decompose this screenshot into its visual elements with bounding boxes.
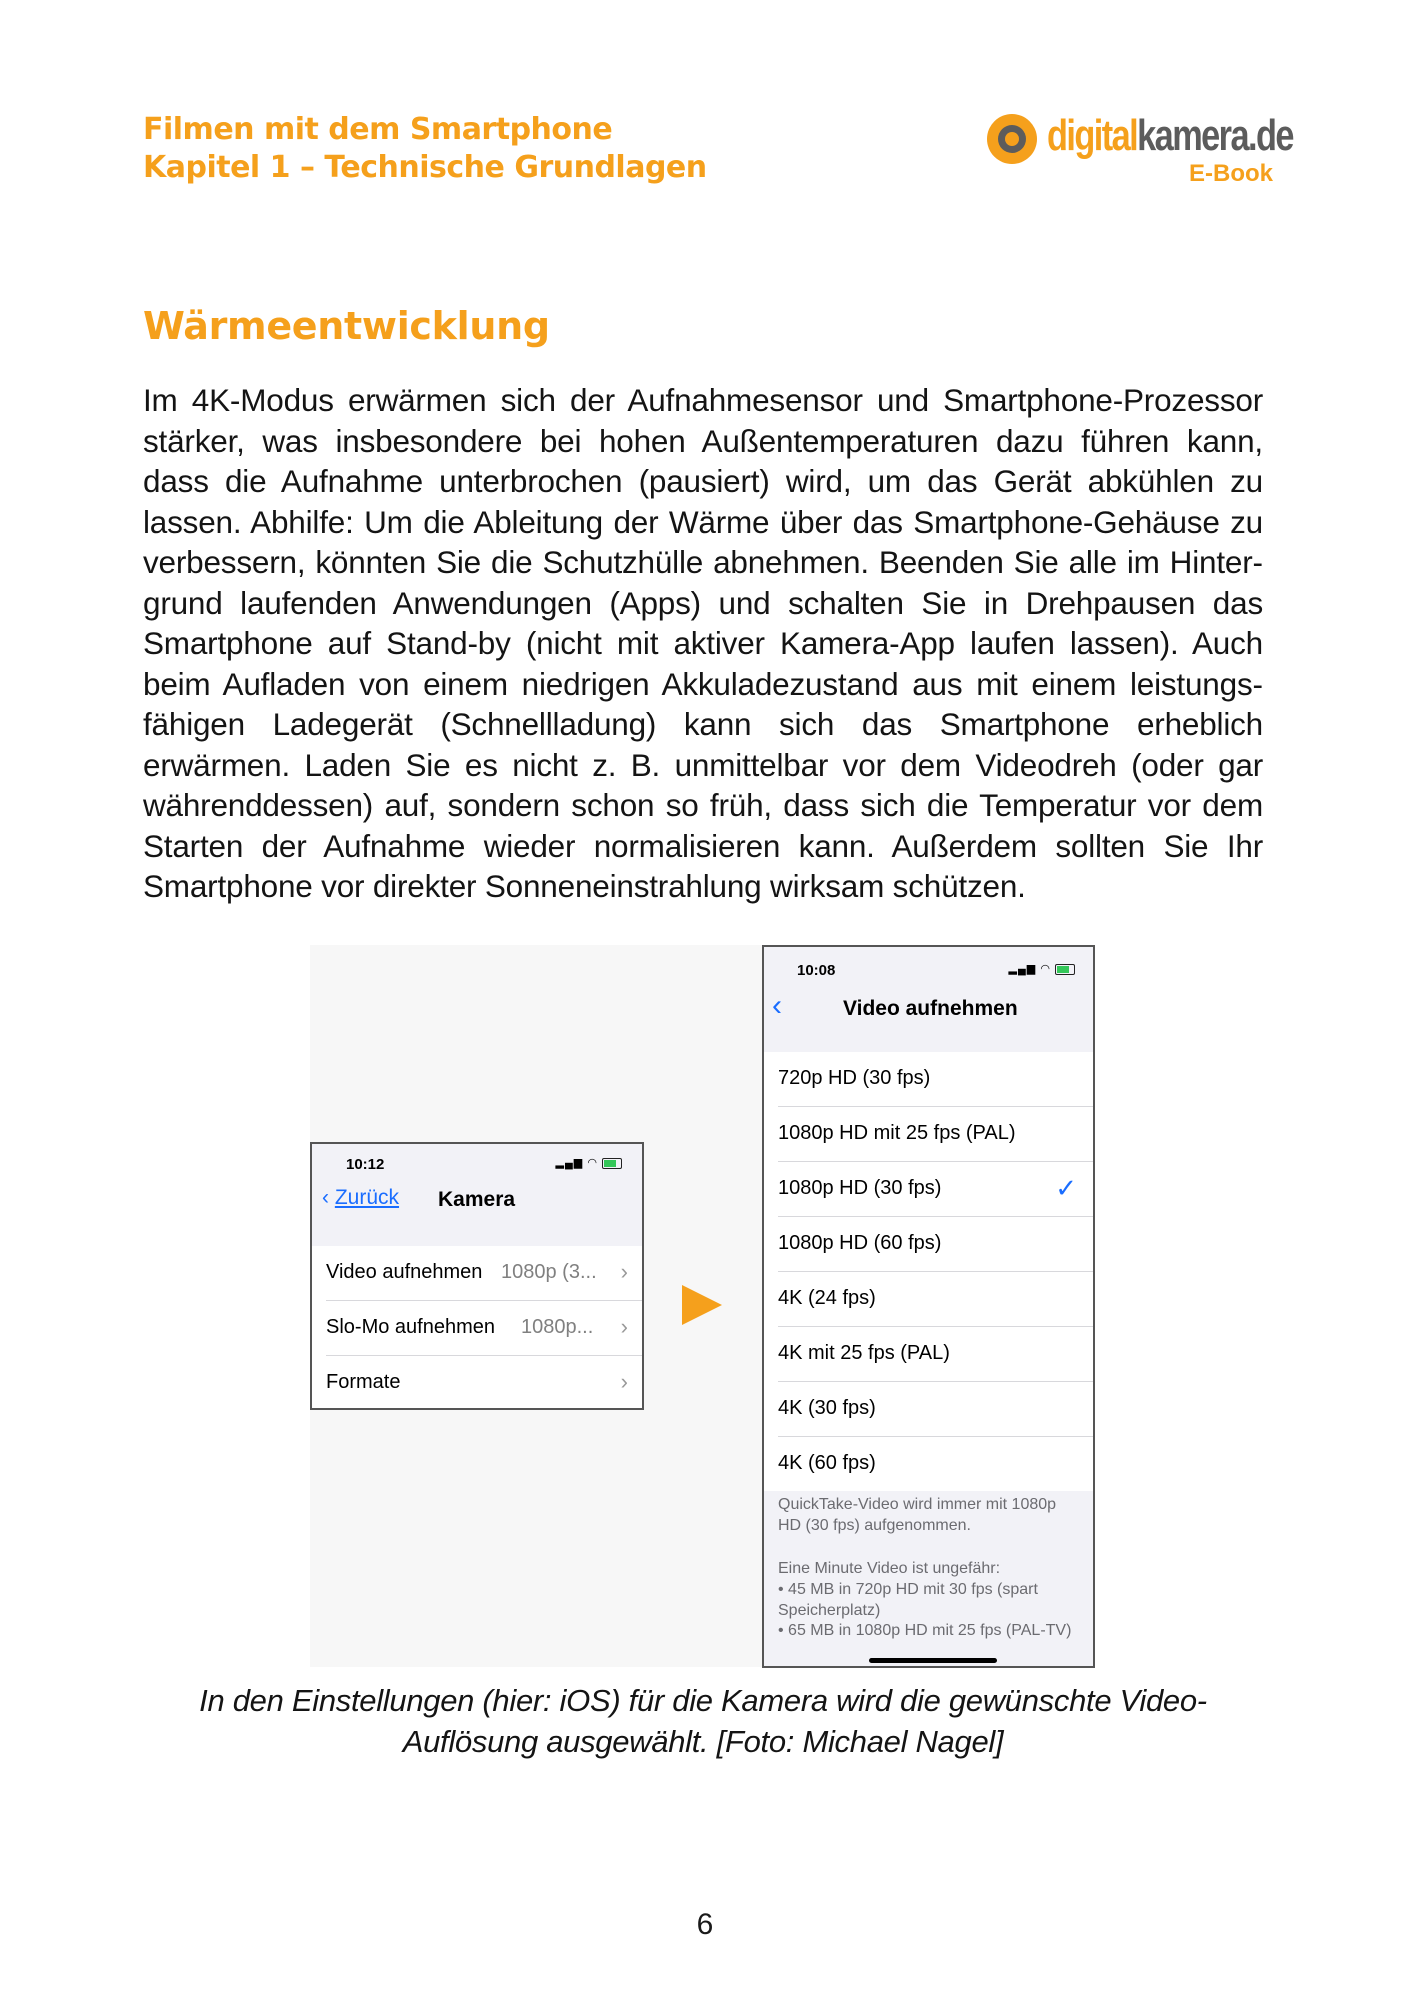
option-label: 720p HD (30 fps) [778, 1067, 931, 1089]
option-label: 4K (30 fps) [778, 1397, 876, 1419]
row-value: 1080p (3... [501, 1261, 597, 1283]
arrow-right-icon [682, 1285, 722, 1325]
signal-icon: ▂▄▆ [1008, 963, 1037, 975]
checkmark-icon: ✓ [1055, 1173, 1077, 1203]
settings-row-formats[interactable] [326, 1356, 642, 1410]
row-label: Formate [326, 1371, 401, 1393]
video-option[interactable] [778, 1327, 1093, 1382]
option-label: 1080p HD mit 25 fps (PAL) [778, 1122, 1016, 1144]
video-option[interactable] [778, 1437, 1093, 1491]
option-label: 1080p HD (30 fps) [778, 1177, 942, 1199]
battery-icon [1055, 964, 1075, 975]
home-indicator [869, 1658, 997, 1663]
back-button[interactable] [322, 1186, 399, 1210]
nav-title: Video aufnehmen [843, 997, 1018, 1020]
logo-text-kamera: kamera.de [1137, 111, 1293, 160]
video-option[interactable] [778, 1217, 1093, 1272]
chevron-right-icon: › [620, 1369, 628, 1394]
status-time: 10:08 [797, 962, 836, 979]
back-label: Zurück [334, 1186, 400, 1209]
quicktake-note: QuickTake-Video wird immer mit 1080p HD (30 fps) aufgenommen. [778, 1496, 1057, 1534]
chevron-right-icon: › [620, 1259, 628, 1284]
nav-title: Kamera [438, 1188, 516, 1211]
camera-settings-list [312, 1246, 642, 1410]
section-title: Wärmeentwicklung [143, 304, 550, 348]
video-option-selected[interactable] [778, 1162, 1093, 1217]
option-label: 4K mit 25 fps (PAL) [778, 1342, 950, 1364]
logo-text-digital: digital [1047, 111, 1138, 160]
chevron-left-icon: ‹ [322, 1186, 329, 1209]
option-label: 4K (24 fps) [778, 1287, 876, 1309]
logo-mark-icon [985, 112, 1039, 166]
chevron-right-icon: › [620, 1314, 628, 1339]
header-title: Filmen mit dem Smartphone [143, 112, 613, 147]
row-label: Slo-Mo aufnehmen [326, 1316, 495, 1338]
video-option[interactable] [778, 1052, 1093, 1107]
row-label: Video aufnehmen [326, 1261, 483, 1283]
wifi-icon: ◠ [1040, 963, 1051, 975]
row-value: 1080p... [521, 1316, 594, 1338]
figure-caption: In den Einstellungen (hier: iOS) für die Kamera wird die gewünschte Video-Auflösung ausgewählt. [Foto: Michael Nagel] [199, 1683, 1207, 1759]
video-option[interactable] [778, 1107, 1093, 1162]
status-time: 10:12 [346, 1156, 385, 1173]
digitalkamera-logo[interactable] [985, 108, 1293, 193]
chevron-left-icon: ‹ [772, 989, 782, 1022]
header-chapter: Kapitel 1 – Technische Grundlagen [143, 150, 707, 185]
video-options-list [764, 1052, 1093, 1491]
back-button[interactable] [772, 989, 782, 1023]
body-paragraph: Im 4K-Modus erwärmen sich der Aufnahmesensor und Smartphone-Prozessor stärker, was insbesondere bei hohen Außentemperaturen dazu führen kann, dass die Aufnahme unterbrochen (pausiert) wird, um das Gerät abkühlen zu lassen. Abhilfe: Um die Ableitung der Wärme über das Smartphone-Gehäuse zu verbessern, könnten Sie die Schutzhülle abnehmen. Beenden Sie alle im Hintergrund laufenden Anwendungen (Apps) und schalten Sie in Drehpausen das Smartphone auf Stand-by (nicht mit aktiver Kamera-App laufen lassen). Auch beim Aufladen von einem niedrigen Akkuladezustand aus mit einem leistungsfähigen Ladegerät (Schnellladung) kann sich das Smartphone erheblich erwärmen. Laden Sie es nicht z. B. unmittelbar vor dem Videodreh (oder gar währenddessen) auf, sondern schon so früh, dass sich die Temperatur vor dem Starten der Aufnahme wieder normalisieren kann. Außerdem sollten Sie Ihr Smartphone vor direkter Sonneneinstrahlung wirksam schützen. [143, 382, 1263, 904]
battery-icon [602, 1158, 622, 1169]
option-label: 1080p HD (60 fps) [778, 1232, 942, 1254]
page-number: 6 [696, 1908, 714, 1941]
settings-row-slomo[interactable] [326, 1301, 642, 1356]
phone-screenshot-video-settings [762, 945, 1095, 1668]
status-icons [1009, 962, 1075, 975]
signal-icon: ▂▄▆ [555, 1157, 584, 1169]
video-option[interactable] [778, 1272, 1093, 1327]
size-info-1080p: • 65 MB in 1080p HD mit 25 fps (PAL-TV) [778, 1622, 1072, 1639]
option-label: 4K (60 fps) [778, 1452, 876, 1474]
phone-screenshot-camera-settings [310, 1142, 644, 1410]
logo-ebook-label: E-Book [1189, 160, 1273, 187]
size-info-720p: • 45 MB in 720p HD mit 30 fps (spart Speicherplatz) [778, 1581, 1038, 1619]
size-info-heading: Eine Minute Video ist ungefähr: [778, 1560, 1001, 1577]
status-icons [556, 1156, 622, 1169]
video-option[interactable] [778, 1382, 1093, 1437]
wifi-icon: ◠ [587, 1157, 598, 1169]
settings-row-video[interactable] [326, 1246, 642, 1301]
logo-wordmark [1047, 110, 1293, 162]
